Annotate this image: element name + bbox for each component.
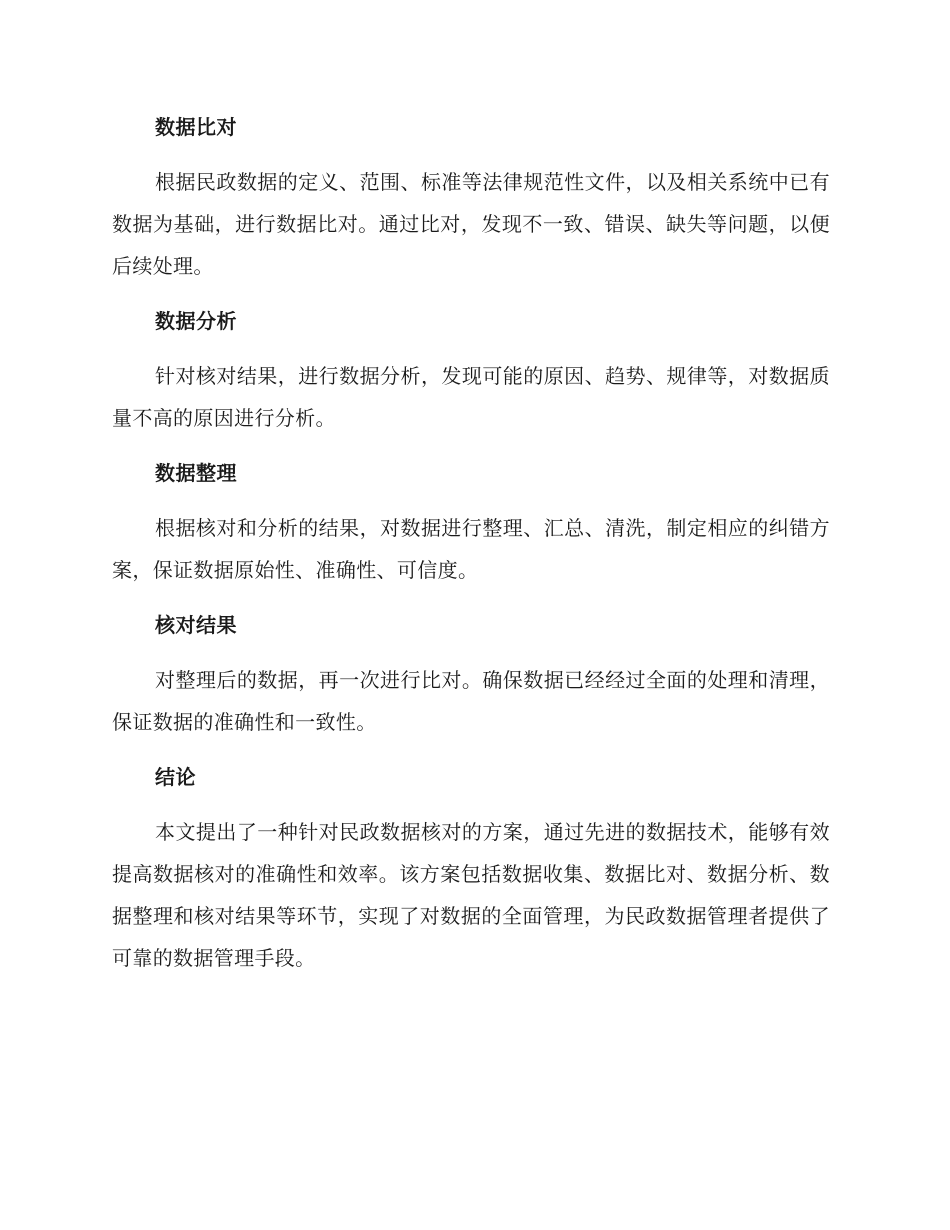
section-heading-conclusion: 结论 (155, 765, 196, 789)
section-heading-data-analysis: 数据分析 (155, 309, 237, 333)
section-body-data-organization: 根据核对和分析的结果，对数据进行整理、汇总、清洗，制定相应的纠错方案，保证数据原始性、准确性、可信度。 (112, 516, 830, 582)
section-body-verification-result: 对整理后的数据，再一次进行比对。确保数据已经经过全面的处理和清理，保证数据的准确性和一致性。 (112, 668, 830, 734)
section-heading-data-organization: 数据整理 (155, 461, 237, 485)
section-heading-data-comparison: 数据比对 (155, 115, 237, 139)
section-heading-verification-result: 核对结果 (155, 613, 237, 637)
section-body-data-analysis: 针对核对结果，进行数据分析，发现可能的原因、趋势、规律等，对数据质量不高的原因进行分析。 (112, 364, 830, 430)
document-page (112, 107, 830, 993)
section-body-data-comparison: 根据民政数据的定义、范围、标准等法律规范性文件，以及相关系统中已有数据为基础，进行数据比对。通过比对，发现不一致、错误、缺失等问题，以便后续处理。 (112, 170, 830, 278)
section-body-conclusion: 本文提出了一种针对民政数据核对的方案，通过先进的数据技术，能够有效提高数据核对的准确性和效率。该方案包括数据收集、数据比对、数据分析、数据整理和核对结果等环节，实现了对数据的全面管理，为民政数据管理者提供了可靠的数据管理手段。 (112, 820, 830, 970)
